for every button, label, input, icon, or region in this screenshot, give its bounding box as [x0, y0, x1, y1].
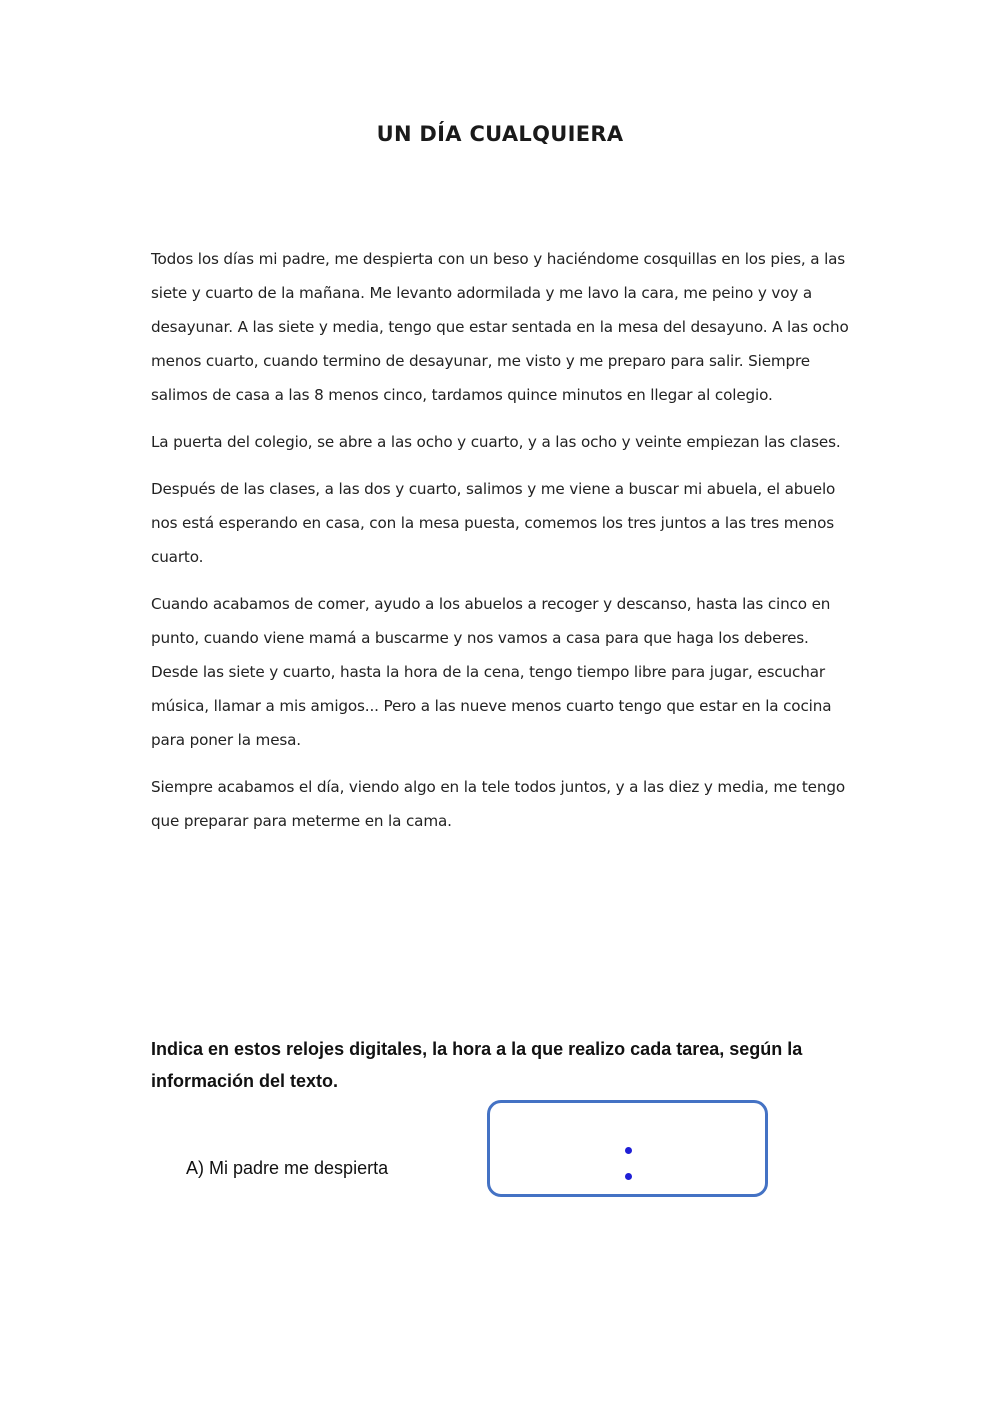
exercise-instruction: Indica en estos relojes digitales, la hora a la que realizo cada tarea, según la información del texto.	[151, 1039, 803, 1091]
paragraph-2: La puerta del colegio, se abre a las ocho y cuarto, y a las ocho y veinte empiezan las clases.	[151, 433, 841, 451]
paragraph-5: Siempre acabamos el día, viendo algo en la tele todos juntos, y a las diez y media, me tengo que preparar para meterme en la cama.	[151, 778, 845, 830]
reading-text	[151, 242, 851, 851]
digital-clock-answer-box[interactable]	[487, 1100, 768, 1197]
colon-dot-bottom	[625, 1173, 632, 1180]
paragraph-3: Después de las clases, a las dos y cuarto, salimos y me viene a buscar mi abuela, el abuelo nos está esperando en casa, con la mesa puesta, comemos los tres juntos a las tres menos cuarto.	[151, 480, 836, 566]
paragraph-1: Todos los días mi padre, me despierta con un beso y haciéndome cosquillas en los pies, a las siete y cuarto de la mañana. Me levanto adormilada y me lavo la cara, me peino y voy a desayunar. A las siete y media, tengo que estar sentada en la mesa del desayuno. A las ocho menos cuarto, cuando termino de desayunar, me visto y me preparo para salir. Siempre salimos de casa a las 8 menos cinco, tardamos quince minutos en llegar al colegio.	[151, 250, 849, 404]
task-label-a: A) Mi padre me despierta	[186, 1158, 389, 1178]
page-title: UN DÍA CUALQUIERA	[376, 122, 624, 146]
colon-dot-top	[625, 1147, 632, 1154]
paragraph-4: Cuando acabamos de comer, ayudo a los abuelos a recoger y descanso, hasta las cinco en punto, cuando viene mamá a buscarme y nos vamos a casa para que haga los deberes. Desde las siete y cuarto, hasta la hora de la cena, tengo tiempo libre para jugar, escuchar música, llamar a mis amigos... Pero a las nueve menos cuarto tengo que estar en la cocina para poner la mesa.	[151, 595, 832, 749]
clock-colon-icon	[625, 1147, 633, 1181]
